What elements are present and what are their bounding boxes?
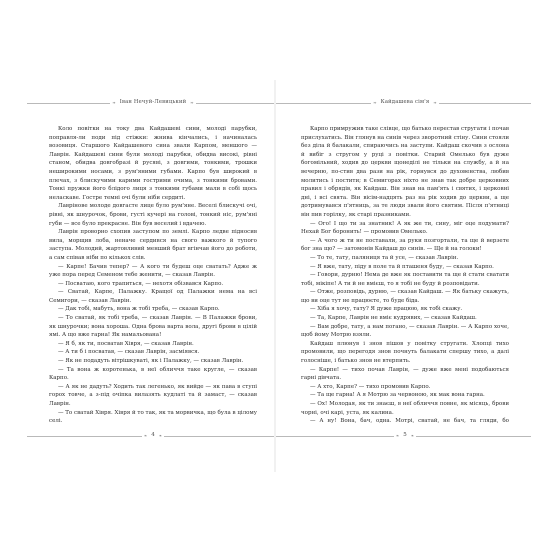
header-rule — [279, 103, 371, 104]
ornament-icon: ❧ — [190, 100, 194, 105]
paragraph: — То те, тату, паляниця та й усе, — сказав Лаврін. — [310, 254, 459, 261]
ornament-icon: ❧ — [158, 433, 163, 438]
paragraph: — Ох! Молодая, як ти знаєш, в неї обличчя повне, як місяць, брови чорні, очі карі, уста, як калина. — [301, 401, 509, 416]
gutter — [274, 80, 276, 472]
left-page — [27, 80, 279, 472]
left-running-head — [27, 99, 279, 107]
paragraph: — Я б, як ти, посватав Хівря, — сказав Лаврін. — [58, 340, 194, 347]
paragraph: — Вам добре, тату, а нам погано, — сказав Лаврін. — А Карпо хоче, щоб йому Мотрю взяли. — [301, 323, 509, 339]
paragraph: — Як не подадуть вітрішкуваті, як і Палажку, — сказав Лаврін. — [58, 358, 244, 365]
paragraph: — Дак тобі, мабуть, вона ж тобі треба, — сказав Карпо. — [58, 306, 220, 313]
paragraph: — А ти б і посватав, — сказав Лаврін, засміявся. — [58, 349, 200, 356]
left-folio — [27, 432, 279, 440]
footer-rule — [416, 436, 531, 437]
paragraph: — Отже, розповідь, дурню, — сказав Кайдаш. — Як батьку скажуть, що ви оце тут не працюєте, то буде біда. — [301, 289, 509, 304]
right-page-number: 5 — [403, 432, 407, 439]
ornament-icon: ❧ — [373, 100, 377, 105]
ornament-icon: ❧ — [143, 433, 148, 438]
paragraph: — Та ще гарна! А я Мотрю за червоною, як мак вона гарна. — [310, 392, 485, 399]
paragraph: — Посватаю, кого трапиться, — нехотя обізвався Карпо. — [58, 280, 224, 287]
paragraph: Коло повітки на току два Кайдашеві сини, молоді парубки, поправля-ли поди під стіжки: жнива кінчались, і начиналась возовиця. Старшого Кайдашевого сина звали Карпом, меншого — Лаврін. Кайдашеві сини були молоді парубки, обидва високі, рівні станом, обидва довгобразі й русяві, з довгими, тонкими, трошки неширокими носами, з рум'яними губами. Карпо був широкий в плечах, з блискучими карими гострими очима, з тонкими бровами. Тонкі пружки його блідого лиця з тонкими губами мали в собі щось неласкаве. Гостре темні очі були ніби сердиті. — [49, 126, 257, 201]
paragraph: — Говори, дурню! Нема де вже як поставити та ще й стати сватати тобі, мікіпе! А ти й не вмієш, то я тобі не буду й розповідати. — [301, 272, 509, 287]
paragraph: Карпо примружив таке слівце, що батько перестав стругати і почав прислухатись. Він глянув на синів через зворотний стіну. Сини стояли без діла й балакали, спираючись на заступи. Кайдаш скочив з ослона й вибіг з стругом у руці з повітки. Старий Омелько був дуже богомільний, ходив до церкви щонеділі не тільки на службу, а й на вечерню, по-стив два рази на рік, горнувся до духовенства, любив молитись і постити; в Семигорах ніхто не знав так добре церковних правил і обрядів, як Кайдаш. Він знав на пам'ять і святих, і церковні дні, і всі свята. Він вісім-надцять раз на рік ходив до церкви, а ще дотримувався п'ятниць, за те люди звали його святим. Після п'ятниці він пив горілку, як старі празниками. — [301, 126, 509, 218]
ornament-icon: ❧ — [395, 433, 400, 438]
paragraph: — Ого! І що ти за знатник! А як же ти, сину, міг оце подумати? Нехай Бог боронить! — промовив Омелько. — [301, 220, 509, 236]
ornament-icon: ❧ — [112, 100, 116, 105]
paragraph: — То сватай, як тобі треба, — сказав Лаврін. — В Палажки брови, як шнурочки; вона хороша. Одна брова варта вола, другі брови в цілій ямі. А що вже гарна! Як намальована! — [49, 315, 257, 339]
footer-rule — [27, 436, 142, 437]
ornament-icon: ❧ — [410, 433, 415, 438]
header-rule — [27, 103, 110, 104]
paragraph: Кайдаш плюнув і знов пішов у повітку стругати. Хлопці тихо промовили, що перегодя знов почнуть балакати спершу тихо, а далі голосніше, і батько знов не втерпить. — [301, 340, 509, 365]
paragraph: — То сватай Хівря. Хівря й то так, як та морвичка, що була в цілому селі. — [49, 409, 257, 425]
left-page-text — [49, 125, 257, 425]
footer-rule — [164, 436, 279, 437]
paragraph: — А чого ж ти не поставали, за руки позгортали, та ще й верзете бог зна що? — затомонів Кайдаш до синів. — Ще й на голоки! — [301, 237, 509, 253]
paragraph: Лаврінове молоде довгасте лице було рум'яне. Веселі блискучі очі, рівні, як шнурочок, брови, густі кучері на голові, тонкий ніс, рум'яні губи — все було прекрасне. Він був веселий і вдачею. — [49, 203, 257, 227]
paragraph: — Я вже, тату, піду в поле та й пташеня буду, — сказав Карпо. — [310, 263, 494, 270]
header-rule — [439, 103, 531, 104]
paragraph: — Та вона ж коротенька, в неї обличчя таке кругле, — сказав Карпо. — [49, 366, 257, 382]
paragraph: Лаврін проворно схопив заступом по землі. Карпо ледве підносив вила, морщив лоба, неначе сердився на свого важкого й тупого заступа. Молодий, жартовливий менший брат вгінчав його до роботи, а сам співав ніби по кількох слів. — [49, 229, 257, 261]
right-running-head-title: Кайдашева сім'я — [380, 99, 430, 106]
left-running-head-title: Іван Нечуй-Левицький — [119, 99, 187, 106]
right-page-text — [301, 125, 509, 425]
paragraph: — Хіба я хочу, тату? Я дуже працюю, як тобі скажу. — [310, 306, 463, 313]
left-page-number: 4 — [151, 432, 155, 439]
paragraph: — А ну! Вона, бач, одна. Мотрі, сватай, не бач, та гляди, бо — [310, 418, 509, 425]
paragraph: — А хто, Карпе? — тихо промовив Карпо. — [310, 383, 431, 390]
right-running-head — [279, 99, 531, 107]
right-page — [279, 80, 531, 472]
paragraph: — Карпе! — тихо почав Лаврін, — дуже вже мені подобаються гарні дівчата. — [301, 366, 509, 382]
header-rule — [196, 103, 279, 104]
paragraph: — А як не дадуть? Ходить так легенько, як вийде — як пава в ступі горох товче, а з-під очіпка вилазять кудлаті та й замаст, — сказав Лаврін. — [49, 383, 257, 407]
footer-rule — [279, 436, 394, 437]
right-folio — [279, 432, 531, 440]
ornament-icon: ❧ — [433, 100, 437, 105]
paragraph: — Сватай, Карпе, Палажку. Кращої од Палажки нема на всі Семигори, — сказав Лаврін. — [49, 289, 257, 304]
paragraph: — Та, Карпе, Лаврін не вміє кудрявих, — сказав Кайдаш. — [310, 315, 477, 322]
paragraph: — Карпе! Бачив тепер? — А кого ти будеш оце сватать? Адже ж уже пора перед Семеном тебе женити, — сказав Лаврін. — [49, 263, 257, 279]
